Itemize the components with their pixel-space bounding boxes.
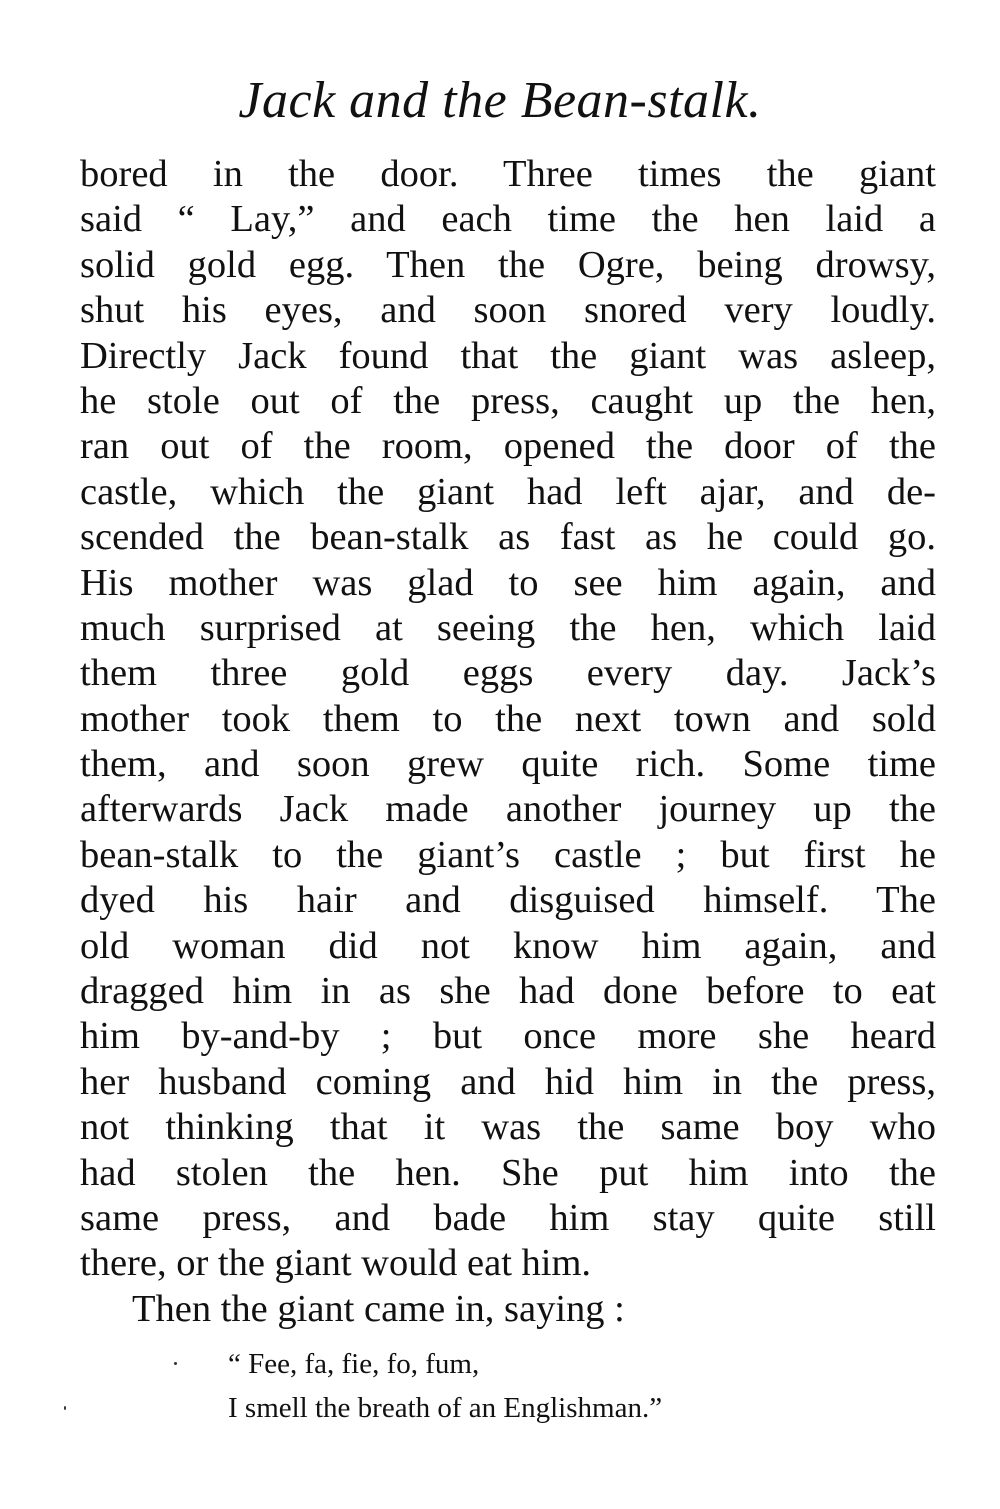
text-line: he stole out of the press, caught up the hen, [80, 379, 936, 422]
text-line: scended the bean-stalk as fast as he could go. [80, 516, 936, 559]
verse-line-2: I smell the breath of an Englishman.” [228, 1392, 663, 1424]
text-line: solid gold egg. Then the Ogre, being drowsy, [80, 243, 936, 286]
text-line: ran out of the room, opened the door of the [80, 425, 936, 468]
text-line: there, or the giant would eat him. [80, 1242, 592, 1285]
text-line: dragged him in as she had done before to eat [80, 970, 936, 1013]
text-line: bored in the door. Three times the giant [80, 153, 936, 195]
verse-line-1: “ Fee, fa, fie, fo, fum, [228, 1348, 480, 1380]
text-line: mother took them to the next town and sold [80, 697, 936, 740]
text-line: said “ Lay,” and each time the hen laid a [80, 198, 936, 241]
text-line: same press, and bade him stay quite still [80, 1196, 936, 1239]
print-speck [64, 1406, 66, 1410]
text-line: not thinking that it was the same boy who [80, 1106, 936, 1149]
text-line: him by-and-by ; but once more she heard [80, 1015, 936, 1058]
text-line: them three gold eggs every day. Jack’s [80, 652, 936, 695]
text-line: her husband coming and hid him in the press, [80, 1060, 936, 1103]
text-line: shut his eyes, and soon snored very loudly. [80, 289, 936, 332]
print-speck [174, 1362, 177, 1365]
verse-quote [228, 1342, 928, 1430]
text-line: them, and soon grew quite rich. Some time [80, 743, 936, 786]
text-line: His mother was glad to see him again, and [80, 561, 936, 604]
text-line-indented: Then the giant came in, saying : [132, 1287, 625, 1330]
text-line: Directly Jack found that the giant was asleep, [80, 334, 936, 377]
text-line: afterwards Jack made another journey up the [80, 788, 936, 831]
text-line: old woman did not know him again, and [80, 924, 936, 967]
text-line: castle, which the giant had left ajar, and de- [80, 470, 936, 513]
text-line: bean-stalk to the giant’s castle ; but first he [80, 833, 936, 876]
body-text [80, 152, 936, 1332]
text-line: much surprised at seeing the hen, which laid [80, 606, 936, 649]
text-line: had stolen the hen. She put him into the [80, 1151, 936, 1194]
running-title: Jack and the Bean-stalk. [238, 72, 762, 129]
text-line: dyed his hair and disguised himself. The [80, 879, 936, 922]
